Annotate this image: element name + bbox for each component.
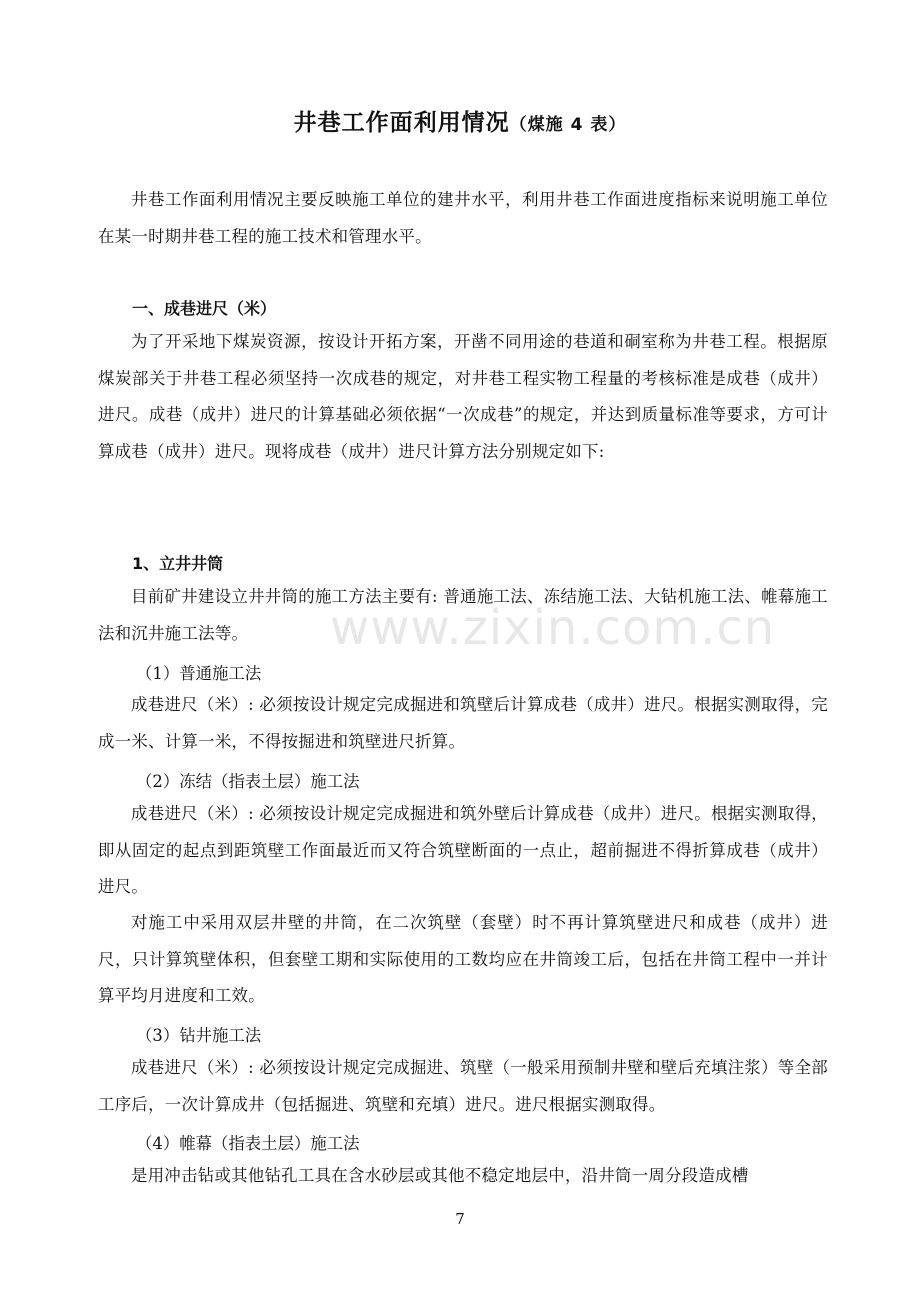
section-paragraph: 为了开采地下煤炭资源，按设计开拓方案，开凿不同用途的巷道和硐室称为井巷工程。根据原煤炭部关于井巷工程必须坚持一次成巷的规定，对井巷工程实物工程量的考核标准是成巷（成井）进尺。成巷（成井）进尺的计算基础必须依据“一次成巷”的规定，并达到质量标准等要求，方可计算成巷（成井）进尺。现将成巷（成井）进尺计算方法分别规定如下:	[98, 332, 828, 461]
watermark: www.zixin.com.cn	[330, 600, 776, 656]
subsection-paragraph: 目前矿井建设立井井筒的施工方法主要有: 普通施工法、冻结施工法、大钻机施工法、帷幕施工法和沉井施工法等。	[98, 587, 828, 643]
page-number: 7	[455, 1210, 465, 1228]
method-paragraph: 成巷进尺（米）: 必须按设计规定完成掘进、筑壁（一般采用预制井壁和壁后充填注浆）等全部工序后，一次计算成井（包括掘进、筑壁和充填）进尺。进尺根据实测取得。	[98, 1058, 828, 1114]
section-heading: 一、成巷进尺（米）	[132, 299, 277, 318]
method-paragraph: 对施工中采用双层井壁的井筒，在二次筑壁（套壁）时不再计算筑壁进尺和成巷（成井）进尺，只计算筑壁体积，但套壁工期和实际使用的工数均应在井筒竣工后，包括在井筒工程中一并计算平均月进度和工效。	[98, 913, 828, 1005]
method-paragraph: 成巷进尺（米）: 必须按设计规定完成掘进和筑外壁后计算成巷（成井）进尺。根据实测取得，即从固定的起点到距筑壁工作面最近而又符合筑壁断面的一点止，超前掘进不得折算成巷（成井）进尺。	[98, 804, 828, 896]
page-title	[0, 104, 920, 137]
method-heading: （4）帷幕（指表土层）施工法	[136, 1134, 360, 1153]
method-heading: （2）冻结（指表土层）施工法	[136, 772, 360, 791]
method-paragraph: 成巷进尺（米）: 必须按设计规定完成掘进和筑壁后计算成巷（成井）进尺。根据实测取得，完成一米、计算一米，不得按掘进和筑壁进尺折算。	[98, 695, 828, 751]
intro-paragraph: 井巷工作面利用情况主要反映施工单位的建井水平，利用井巷工作面进度指标来说明施工单位在某一时期井巷工程的施工技术和管理水平。	[98, 190, 828, 246]
method-heading: （3）钻井施工法	[136, 1026, 262, 1045]
title-suffix: （煤施 4 表）	[509, 115, 627, 135]
subsection-heading: 1、立井井筒	[132, 554, 224, 573]
title-main: 井巷工作面利用情况	[293, 110, 510, 136]
method-paragraph: 是用冲击钻或其他钻孔工具在含水砂层或其他不稳定地层中，沿井筒一周分段造成槽	[131, 1166, 749, 1185]
method-heading: （1）普通施工法	[136, 664, 262, 683]
